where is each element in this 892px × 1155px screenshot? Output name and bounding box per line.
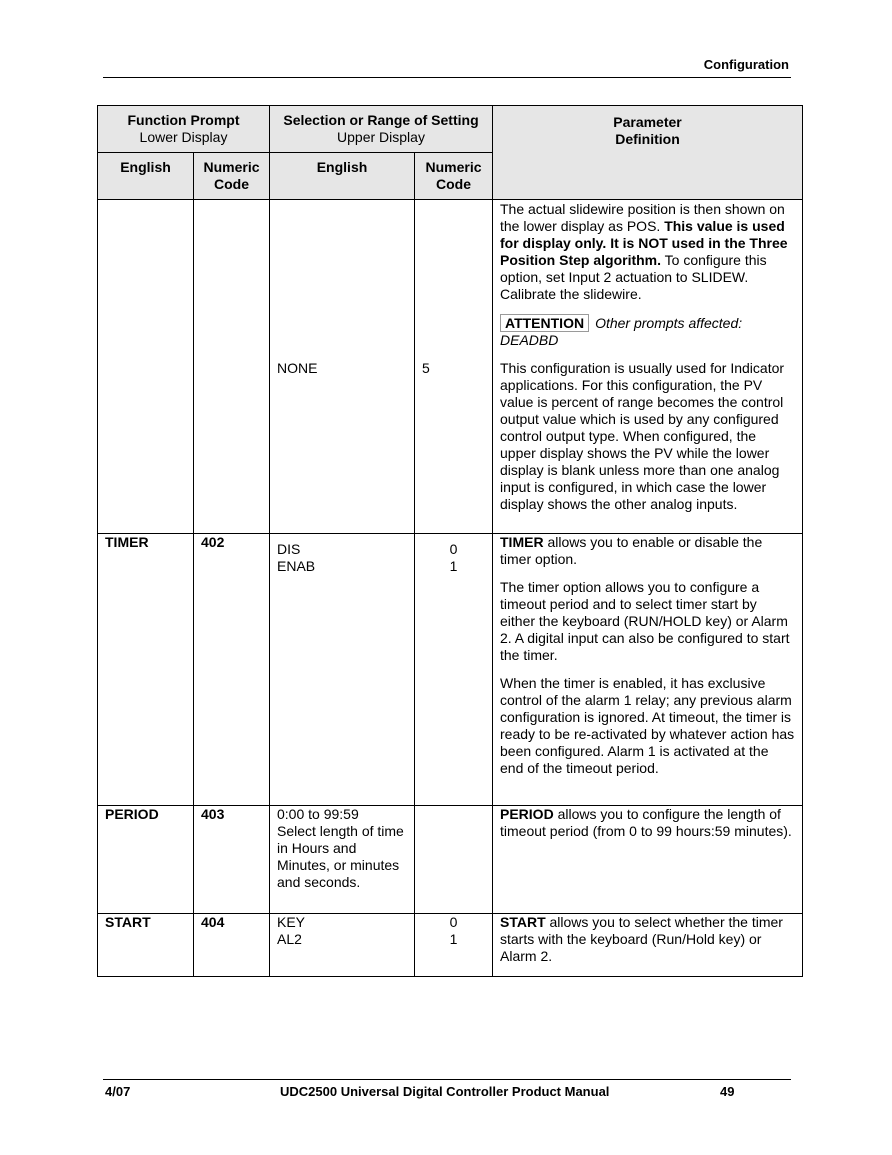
english-header-upper: English [270,153,415,200]
definition-paragraph: When the timer is enabled, it has exclusive control of the alarm 1 relay; any previous alarm configuration is ignored. At timeout, the timer is ready to be re-activated by whatever action has been configured. Alarm 1 is activated at the end of the timeout period. [500,675,795,776]
numeric-cell [415,806,493,914]
definition-paragraph: START allows you to select whether the timer starts with the keyboard (Run/Hold key) or Alarm 2. [500,914,783,964]
definition-paragraph: The actual slidewire position is then shown on the lower display as POS. This value is used for display only. It is NOT used in the Three Position Step algorithm. To configure this option, set Input 2 actuation to SLIDEW. Calibrate the slidewire. [500,201,788,302]
table-row [98,914,803,977]
table-header-row [98,106,803,153]
numeric-none: 5 [422,360,430,376]
prompt-english-cell: PERIOD [98,806,194,914]
footer-divider [103,1079,791,1080]
prompt-code-cell: 402 [194,534,270,806]
prompt-code-cell: 403 [194,806,270,914]
prompt-english-cell: TIMER [98,534,194,806]
configuration-table [97,105,803,977]
page-section-title: Configuration [703,57,789,72]
english-header-lower: English [98,153,194,200]
function-prompt-header: Function Prompt Lower Display [98,106,270,153]
selection-cell [270,200,415,534]
numeric-cell [415,200,493,534]
table-row [98,200,803,534]
selection-cell: DIS ENAB [270,534,415,806]
definition-paragraph: This configuration is usually used for Indicator applications. For this configuration, the PV value is percent of range becomes the control output value which is used by any configured control output type. When configured, the upper display shows the PV while the lower display is blank unless more than one analog input is configured, in which case the lower display shows the other analog inputs. [500,360,785,512]
prompt-english-cell [98,200,194,534]
table-row [98,806,803,914]
selection-range-header: Selection or Range of Setting Upper Display [270,106,493,153]
table-row [98,534,803,806]
footer-date: 4/07 [105,1084,131,1099]
footer-page-number: 49 [720,1084,735,1099]
numeric-code-header-upper: Numeric Code [415,153,493,200]
selection-none: NONE [277,360,318,376]
selection-cell: 0:00 to 99:59 Select length of time in Hours and Minutes, or minutes and seconds. [270,806,415,914]
parameter-definition-header: Parameter Definition [493,106,803,200]
definition-cell [493,806,803,914]
prompt-code-cell: 404 [194,914,270,977]
attention-text: Other prompts affected: DEADBD [500,315,743,348]
prompt-code-cell [194,200,270,534]
definition-paragraph: PERIOD allows you to configure the length of timeout period (from 0 to 99 hours:59 minutes). [500,806,792,839]
numeric-code-header-lower: Numeric Code [194,153,270,200]
attention-badge: ATTENTION [500,314,589,332]
numeric-cell: 0 1 [415,534,493,806]
definition-cell [493,914,803,977]
definition-paragraph: The timer option allows you to configure a timeout period and to select timer start by either the keyboard (RUN/HOLD key) or Alarm 2. A digital input can also be configured to start the timer. [500,579,790,663]
header-divider [103,77,791,78]
attention-note [500,314,795,349]
definition-cell [493,200,803,534]
definition-cell [493,534,803,806]
definition-paragraph: TIMER allows you to enable or disable the timer option. [500,534,763,567]
prompt-english-cell: START [98,914,194,977]
footer-manual-title: UDC2500 Universal Digital Controller Product Manual [280,1084,610,1099]
selection-cell: KEY AL2 [270,914,415,977]
numeric-cell: 0 1 [415,914,493,977]
